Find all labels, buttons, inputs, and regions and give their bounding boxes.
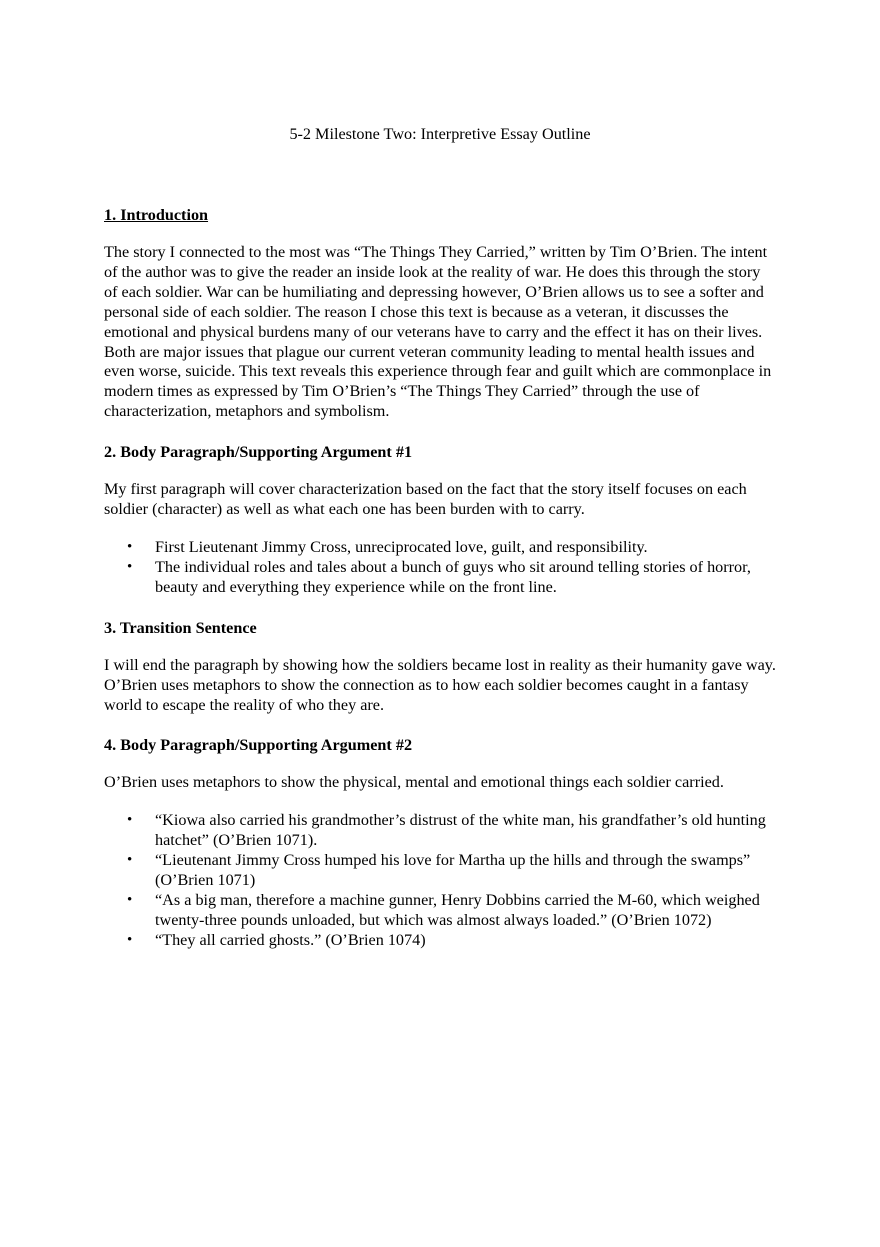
bullet-icon: • [127,891,133,908]
list-item-text: “Kiowa also carried his grandmother’s distrust of the white man, his grandfather’s old hunting hatchet” (O’Brien 1071). [155,811,766,850]
list-item-text: “Lieutenant Jimmy Cross humped his love for Martha up the hills and through the swamps” (O’Brien 1071) [155,851,751,890]
body-paragraph-2-list [104,811,776,950]
list-item [104,891,776,931]
bullet-icon: • [127,812,133,829]
list-item-text: “They all carried ghosts.” (O’Brien 1074) [155,930,426,949]
bullet-icon: • [127,852,133,869]
list-item [104,558,776,598]
body-paragraph-1-list [104,538,776,598]
list-item [104,811,776,851]
bullet-icon: • [127,538,133,555]
transition-heading: 3. Transition Sentence [104,618,257,637]
list-item [104,931,776,951]
list-item [104,538,776,558]
introduction-heading: 1. Introduction [104,206,209,224]
body-paragraph-1-heading: 2. Body Paragraph/Supporting Argument #1 [104,443,413,462]
bullet-icon: • [127,931,133,948]
body-paragraph-2-text: O’Brien uses metaphors to show the physical, mental and emotional things each soldier carried. [104,773,724,792]
document-title: 5-2 Milestone Two: Interpretive Essay Outline [289,125,591,143]
introduction-paragraph: The story I connected to the most was “The Things They Carried,” written by Tim O’Brien. The intent of the author was to give the reader an inside look at the reality of war. He does this through the story of each soldier. War can be humiliating and depressing however, O’Brien allows us to see a softer and personal side of each soldier. The reason I chose this text is because as a veteran, it discusses the emotional and physical burdens many of our veterans have to carry and the effect it has on their lives. Both are major issues that plague our current veteran community leading to mental health issues and even worse, suicide. This text reveals this experience through fear and guilt which are commonplace in modern times as expressed by Tim O’Brien’s “The Things They Carried” through the use of characterization, metaphors and symbolism. [104,243,772,421]
list-item [104,851,776,891]
bullet-icon: • [127,558,133,575]
body-paragraph-1-text: My first paragraph will cover characterization based on the fact that the story itself focuses on each soldier (character) as well as what each one has been burden with to carry. [104,480,747,519]
transition-paragraph: I will end the paragraph by showing how the soldiers became lost in reality as their humanity gave way. O’Brien uses metaphors to show the connection as to how each soldier becomes caught in a fantasy world to escape the reality of who they are. [104,655,776,714]
list-item-text: The individual roles and tales about a bunch of guys who sit around telling stories of horror, beauty and everything they experience while on the front line. [155,557,751,596]
list-item-text: First Lieutenant Jimmy Cross, unreciprocated love, guilt, and responsibility. [155,537,648,556]
essay-body [104,205,776,951]
list-item-text: “As a big man, therefore a machine gunner, Henry Dobbins carried the M-60, which weighed twenty-three pounds unloaded, but which was almost always loaded.” (O’Brien 1072) [155,890,760,929]
body-paragraph-2-heading: 4. Body Paragraph/Supporting Argument #2 [104,736,413,755]
